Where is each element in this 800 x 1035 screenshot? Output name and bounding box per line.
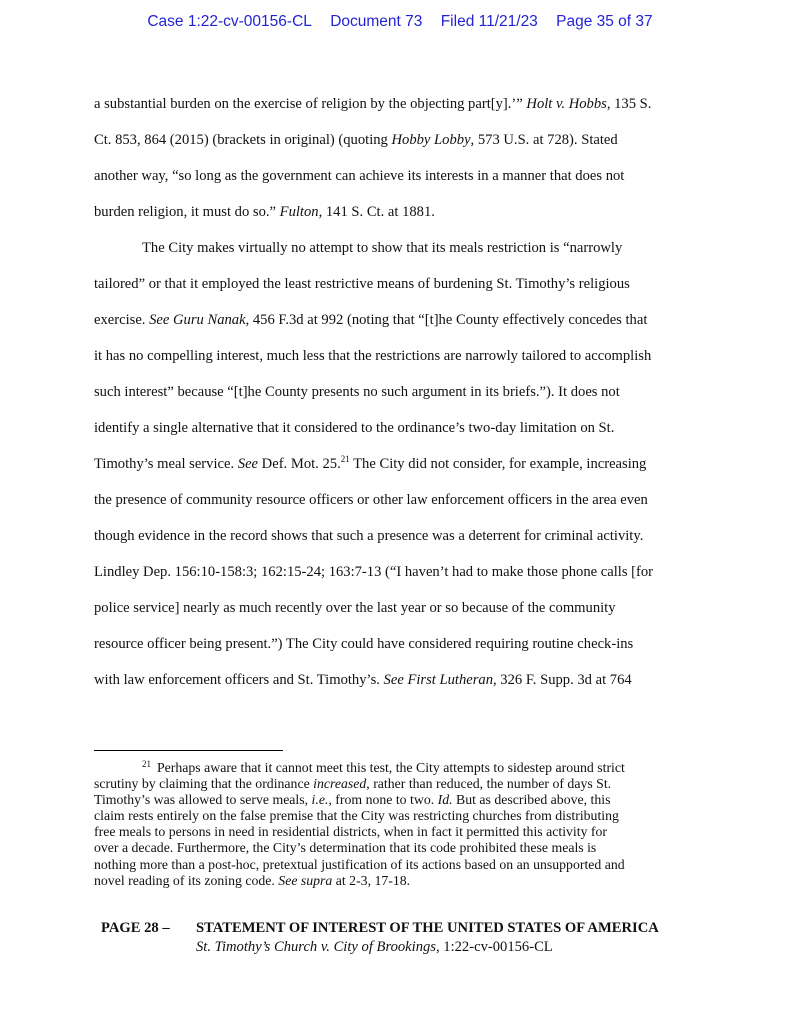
case-number: Case 1:22-cv-00156-CL <box>147 13 312 30</box>
body-line: Lindley Dep. 156:10-158:3; 162:15-24; 163:7-13 (“I haven’t had to make those phone calls [for <box>94 564 654 580</box>
page-label: PAGE 28 – <box>101 920 170 936</box>
footnote-line: scrutiny by claiming that the ordinance increased, rather than reduced, the number of days St. <box>94 776 612 792</box>
body-line: exercise. See Guru Nanak, 456 F.3d at 992 (noting that “[t]he County effectively concedes that <box>94 312 648 328</box>
footnote-line: nothing more than a post-hoc, pretextual justification of its actions based on an unsupported and <box>94 856 625 872</box>
document-number: Document 73 <box>330 13 423 30</box>
case-citation: See First Lutheran <box>383 672 493 688</box>
body-text <box>94 95 714 707</box>
footnote-line: novel reading of its zoning code. See supra at 2-3, 17-18. <box>94 872 411 888</box>
body-line: Timothy’s meal service. See Def. Mot. 25.21 The City did not consider, for example, increasing <box>94 454 647 472</box>
body-line: another way, “so long as the government can achieve its interests in a manner that does not <box>94 168 625 184</box>
court-filing-header <box>0 13 800 31</box>
case-citation: Holt v. Hobbs <box>526 96 607 112</box>
body-line: identify a single alternative that it considered to the ordinance’s two-day limitation on St. <box>94 420 615 436</box>
body-line: a substantial burden on the exercise of religion by the objecting part[y].’” Holt v. Hobbs, 135 S. <box>94 96 652 112</box>
footnote-separator <box>94 750 283 751</box>
footer-title-row <box>101 919 741 938</box>
body-line: though evidence in the record shows that such a presence was a deterrent for criminal activity. <box>94 528 644 544</box>
body-line: resource officer being present.”) The City could have considered requiring routine check-ins <box>94 636 634 652</box>
footnote-line: $^{21}$ Perhaps aware that it cannot meet this test, the City attempts to sidestep around strict <box>142 759 625 775</box>
footnote-reference[interactable]: 21 <box>340 454 350 464</box>
case-citation: Fulton <box>279 204 319 220</box>
case-citation: Hobby Lobby <box>391 132 471 148</box>
footnote-21 <box>94 760 714 889</box>
footnote-number: 21 <box>142 759 151 769</box>
body-line: such interest” because “[t]he County presents no such argument in its briefs.”). It does not <box>94 384 620 400</box>
body-line: the presence of community resource officers or other law enforcement officers in the area even <box>94 492 648 508</box>
body-line: with law enforcement officers and St. Timothy’s. See First Lutheran, 326 F. Supp. 3d at 764 <box>94 672 632 688</box>
body-line: police service] nearly as much recently over the last year or so because of the community <box>94 600 616 616</box>
body-line: tailored” or that it employed the least restrictive means of burdening St. Timothy’s religious <box>94 276 630 292</box>
paragraph-start: The City makes virtually no attempt to show that its meals restriction is “narrowly <box>142 240 623 256</box>
page-footer <box>101 919 741 957</box>
page-of-total: Page 35 of 37 <box>556 13 653 30</box>
footer-caption-row <box>101 938 741 957</box>
footnote-line: over a decade. Furthermore, the City’s determination that its code prohibited these meals is <box>94 840 597 856</box>
footnote-line: claim rests entirely on the false premise that the City was restricting churches from distributing <box>94 808 619 824</box>
signal-see: See <box>237 456 259 472</box>
filed-date: Filed 11/21/23 <box>440 13 538 30</box>
case-caption: St. Timothy’s Church v. City of Brookings <box>196 939 436 955</box>
footnote-line: Timothy’s was allowed to serve meals, i.e., from none to two. Id. But as described above, this <box>94 792 611 808</box>
body-line: Ct. 853, 864 (2015) (brackets in original) (quoting Hobby Lobby, 573 U.S. at 728). Stated <box>94 132 618 148</box>
body-line: burden religion, it must do so.” Fulton, 141 S. Ct. at 1881. <box>94 204 435 220</box>
body-line: it has no compelling interest, much less that the restrictions are narrowly tailored to accomplish <box>94 348 652 364</box>
footnote-line: free meals to persons in need in residential districts, when in fact it permitted this activity for <box>94 824 608 840</box>
footer-case-number: , 1:22-cv-00156-CL <box>435 939 553 955</box>
document-title: STATEMENT OF INTEREST OF THE UNITED STATES OF AMERICA <box>196 920 659 936</box>
case-citation: See Guru Nanak <box>149 312 246 328</box>
